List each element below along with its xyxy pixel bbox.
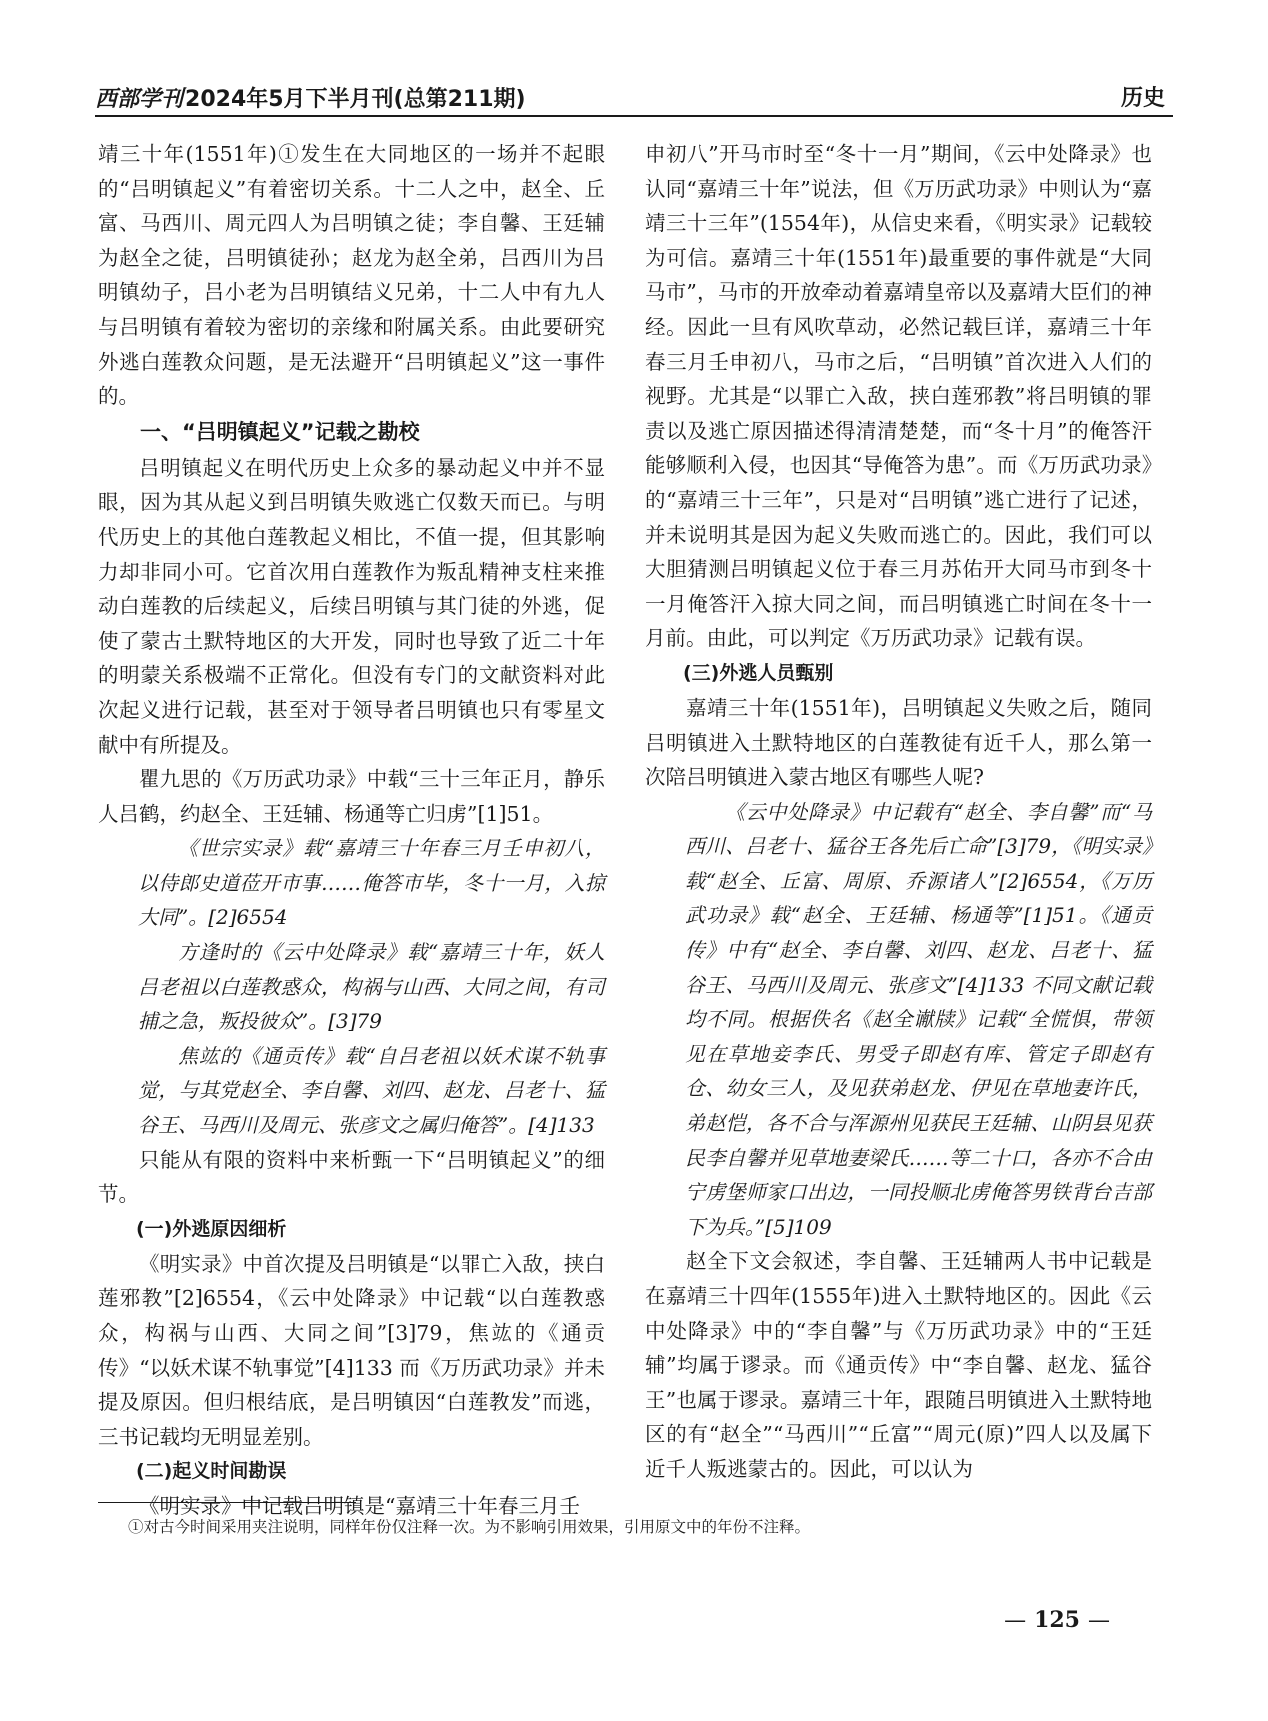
left-column <box>98 137 605 1519</box>
journal-issue: 2024年5月下半月刊(总第211期) <box>185 87 526 112</box>
block-quote: 方逢时的《云中处降录》载“嘉靖三十年，妖人吕老祖以白莲教惑众，构祸与山西、大同之间，有司捕之急，叛投彼众”。[3]79 <box>138 940 605 1034</box>
footnote: ①对古今时间采用夹注说明，同样年份仅注释一次。为不影响引用效果，引用原文中的年份不注释。 <box>128 1518 811 1536</box>
paragraph: 吕明镇起义在明代历史上众多的暴动起义中并不显眼，因为其从起义到吕明镇失败逃亡仅数天而已。与明代历史上的其他白莲教起义相比，不值一提，但其影响力却非同小可。它首次用白莲教作为叛乱精神支柱来推动白莲教的后续起义，后续吕明镇与其门徒的外逃，促使了蒙古土默特地区的大开发，同时也导致了近二十年的明蒙关系极端不正常化。但没有专门的文献资料对此次起义进行记载，甚至对于领导者吕明镇也只有零星文献中有所提及。 <box>98 455 605 757</box>
header-divider <box>95 115 1173 117</box>
right-column <box>645 137 1152 1492</box>
paragraph: 赵全下文会叙述，李自馨、王廷辅两人书中记载是在嘉靖三十四年(1555年)进入土默特地区的。因此《云中处降录》中的“李自馨”与《万历武功录》中的“王廷辅”均属于谬录。而《通贡传》中“李自馨、赵龙、猛谷王”也属于谬录。嘉靖三十年，跟随吕明镇进入土默特地区的有“赵全”“马西川”“丘富”“周元(原)”四人以及属下近千人叛逃蒙古的。因此，可以认为 <box>645 1249 1152 1481</box>
dash-left: — <box>1004 1608 1027 1633</box>
paragraph: 申初八”开马市时至“冬十一月”期间，《云中处降录》也认同“嘉靖三十年”说法，但《万历武功录》中则认为“嘉靖三十三年”(1554年)，从信史来看，《明实录》记载较为可信。嘉靖三十年(1551年)最重要的事件就是“大同马市”，马市的开放牵动着嘉靖皇帝以及嘉靖大臣们的神经。因此一旦有风吹草动，必然记载巨详，嘉靖三十年春三月壬申初八，马市之后，“吕明镇”首次进入人们的视野。尤其是“以罪亡入敌，挟白莲邪教”将吕明镇的罪责以及逃亡原因描述得清清楚楚，而“冬十月”的俺答汗能够顺利入侵，也因其“导俺答为患”。而《万历武功录》的“嘉靖三十三年”，只是对“吕明镇”逃亡进行了记述，并未说明其是因为起义失败而逃亡的。因此，我们可以大胆猜测吕明镇起义位于春三月苏佑开大同马市到冬十一月俺答汗入掠大同之间，而吕明镇逃亡时间在冬十一月前。由此，可以判定《万历武功录》记载有误。 <box>645 142 1152 651</box>
page-number-value: 125 <box>1034 1607 1080 1633</box>
block-quote: 《世宗实录》载“嘉靖三十年春三月壬申初八，以侍郎史道莅开市事……俺答市毕，冬十一月，入掠大同”。[2]6554 <box>138 836 605 930</box>
section-label: 历史 <box>1120 86 1165 111</box>
dash-right: — <box>1088 1608 1110 1633</box>
block-quote: 焦竑的《通贡传》载“自吕老祖以妖术谋不轨事觉，与其党赵全、李自馨、刘四、赵龙、吕老十、猛谷王、马西川及周元、张彦文之属归俺答”。[4]133 <box>138 1043 605 1138</box>
journal-masthead <box>95 84 526 115</box>
paragraph: 《明实录》中记载吕明镇是“嘉靖三十年春三月壬 <box>139 1494 580 1519</box>
section-heading: 一、“吕明镇起义”记载之勘校 <box>140 419 420 444</box>
block-quote: 《云中处降录》中记载有“赵全、李自馨”而“马西川、吕老十、猛谷王各先后亡命”[3]79，《明实录》载“赵全、丘富、周原、乔源诸人”[2]6554，《万历武功录》载“赵全、王廷辅、杨通等”[1]51。《通贡传》中有“赵全、李自馨、刘四、赵龙、吕老十、猛谷王、马西川及周元、张彦文”[4]133 不同文献记载均不同。根据佚名《赵全谳牍》记载“全慌惧，带领见在草地妾李氏、男受子即赵有库、管定子即赵有仓、幼女三人，及见获弟赵龙、伊见在草地妻许氏，弟赵恺，各不合与浑源州见获民王廷辅、山阴县见获民李自馨并见草地妻梁氏……等二十口，各亦不合由宁虏堡师家口出边，一同投顺北虏俺答男铁背台吉部下为兵。”[5]109 <box>685 799 1152 1239</box>
page-number <box>996 1605 1118 1636</box>
subsection-heading: (一)外逃原因细析 <box>136 1217 287 1240</box>
journal-logo: 西部学刊 <box>95 86 184 112</box>
paragraph: 瞿九思的《万历武功录》中载“三十三年正月，静乐人吕鹤，约赵全、王廷辅、杨通等亡归虏”[1]51。 <box>98 767 605 826</box>
subsection-heading: (三)外逃人员甄别 <box>683 661 834 684</box>
paragraph: 嘉靖三十年(1551年)，吕明镇起义失败之后，随同吕明镇进入土默特地区的白莲教徒有近千人，那么第一次陪吕明镇进入蒙古地区有哪些人呢? <box>645 695 1152 790</box>
footnote-divider <box>98 1502 356 1503</box>
paragraph: 只能从有限的资料中来析甄一下“吕明镇起义”的细节。 <box>98 1147 605 1207</box>
page-header <box>95 84 1173 116</box>
paragraph: 靖三十年(1551年)①发生在大同地区的一场并不起眼的“吕明镇起义”有着密切关系。十二人之中，赵全、丘富、马西川、周元四人为吕明镇之徒；李自馨、王廷辅为赵全之徒，吕明镇徒孙；赵龙为赵全弟，吕西川为吕明镇幼子，吕小老为吕明镇结义兄弟，十二人中有九人与吕明镇有着较为密切的亲缘和附属关系。由此要研究外逃白莲教众问题，是无法避开“吕明镇起义”这一事件的。 <box>98 142 605 409</box>
subsection-heading: (二)起义时间勘误 <box>136 1460 287 1483</box>
paragraph: 《明实录》中首次提及吕明镇是“以罪亡入敌，挟白莲邪教”[2]6554，《云中处降录》中记载“以白莲教惑众，构祸与山西、大同之间”[3]79，焦竑的《通贡传》“以妖术谋不轨事觉”[4]133 而《万历武功录》并未提及原因。但归根结底，是吕明镇因“白莲教发”而逃，三书记载均无明显差别。 <box>98 1251 605 1449</box>
